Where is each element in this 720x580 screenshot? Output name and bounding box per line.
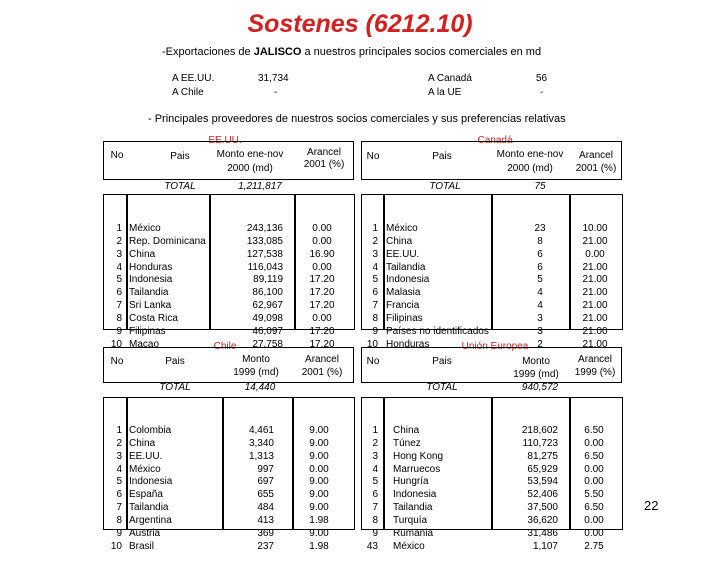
- cell-pais: China: [129, 437, 156, 449]
- header-monto: Monto ene-nov: [496, 149, 564, 160]
- cell-no: 6: [372, 287, 378, 299]
- header-arancel-year: 1999 (%): [574, 367, 616, 378]
- cell-no: 3: [372, 450, 378, 462]
- col-no: [105, 399, 122, 580]
- cell-arancel: 21.00: [582, 287, 608, 299]
- cell-no: 1: [372, 424, 378, 436]
- cell-no: 8: [372, 515, 378, 527]
- total-value: 14,440: [244, 382, 276, 393]
- table-caption: EE.UU.: [208, 135, 242, 146]
- cell-no: 5: [116, 274, 122, 286]
- total-label: TOTAL: [429, 181, 461, 192]
- cell-no: 7: [372, 300, 378, 312]
- cell-pais: España: [129, 489, 163, 501]
- cell-monto: 110,723: [522, 437, 558, 449]
- header-arancel: Arancel: [307, 147, 341, 158]
- cell-no: 8: [116, 515, 122, 527]
- export-ue-label: A la UE: [428, 87, 462, 98]
- header-arancel: Arancel: [578, 354, 612, 365]
- cell-arancel: 0.00: [584, 528, 604, 540]
- table-caption: Chile: [213, 341, 237, 352]
- cell-pais: Malasia: [386, 287, 421, 299]
- cell-arancel: 21.00: [582, 326, 608, 338]
- cell-pais: Filipinas: [129, 326, 166, 338]
- cell-arancel: 10.00: [582, 222, 608, 234]
- cell-pais: Tailandia: [129, 502, 169, 514]
- cell-no: 4: [372, 463, 378, 475]
- cell-monto: 369: [257, 528, 274, 540]
- cell-no: 5: [116, 476, 122, 488]
- total-value: 75: [534, 181, 546, 192]
- cell-monto: 49,098: [252, 313, 283, 325]
- cell-no: 2: [372, 235, 378, 247]
- cell-no: 1: [372, 222, 378, 234]
- cell-arancel: 1.98: [309, 540, 329, 552]
- header-no: No: [110, 150, 124, 161]
- cell-monto: 5: [537, 274, 543, 286]
- total-label: TOTAL: [159, 382, 191, 393]
- cell-arancel: 21.00: [582, 313, 608, 325]
- header-monto-period: 2000 (md): [227, 163, 273, 174]
- cell-pais: Tailandia: [393, 502, 433, 514]
- cell-pais: Sri Lanka: [129, 300, 172, 312]
- cell-pais: Países no identificados: [386, 326, 489, 338]
- cell-no: 1: [116, 424, 122, 436]
- cell-monto: 65,929: [527, 463, 558, 475]
- cell-monto: 53,594: [527, 476, 558, 488]
- cell-arancel: 0.00: [312, 222, 332, 234]
- cell-pais: Honduras: [129, 261, 173, 273]
- total-label: TOTAL: [426, 382, 458, 393]
- cell-monto: 655: [257, 489, 274, 501]
- header-arancel: Arancel: [305, 354, 339, 365]
- cell-pais: México: [386, 222, 418, 234]
- cell-monto: 89,119: [253, 274, 283, 286]
- cell-monto: 86,100: [252, 287, 283, 299]
- cell-no: 3: [116, 248, 122, 260]
- cell-pais: Brasil: [129, 540, 155, 552]
- header-pais: Pais: [170, 151, 190, 162]
- header-pais: Pais: [432, 151, 452, 162]
- cell-no: 4: [116, 261, 122, 273]
- cell-no: 3: [116, 450, 122, 462]
- cell-monto: 413: [257, 515, 274, 527]
- total-value: 940,572: [521, 382, 559, 393]
- cell-pais: EE.UU.: [386, 248, 420, 260]
- total-value: 1,211,817: [238, 181, 282, 192]
- cell-monto: 697: [257, 476, 274, 488]
- cell-no: 6: [116, 489, 122, 501]
- cell-pais: Rep. Dominicana: [129, 235, 206, 247]
- header-no: No: [366, 356, 380, 367]
- cell-arancel: 17.20: [309, 287, 335, 299]
- cell-arancel: 2.75: [584, 540, 604, 552]
- cell-pais: México: [393, 540, 425, 552]
- cell-arancel: 9.00: [309, 489, 329, 501]
- cell-monto: 36,620: [527, 515, 558, 527]
- cell-arancel: 21.00: [582, 274, 608, 286]
- cell-pais: Marruecos: [393, 463, 441, 475]
- subtitle-prefix: -Exportaciones de: [162, 46, 251, 58]
- header-arancel: Arancel: [579, 150, 613, 161]
- cell-arancel: 0.00: [585, 248, 605, 260]
- cell-arancel: 0.00: [584, 476, 604, 488]
- cell-monto: 62,967: [252, 300, 283, 312]
- table-caption: Unión Europea: [461, 341, 529, 352]
- header-arancel-year: 2001 (%): [303, 159, 345, 170]
- cell-no: 5: [372, 476, 378, 488]
- cell-monto: 237: [257, 540, 274, 552]
- cell-monto: 3,340: [248, 437, 274, 449]
- cell-no: 9: [116, 326, 122, 338]
- providers-heading: - Principales proveedores de nuestros socios comerciales y sus preferencias relativas: [148, 113, 566, 125]
- cell-arancel: 17.20: [309, 338, 335, 350]
- cell-monto: 1,107: [532, 540, 558, 552]
- cell-monto: 23: [534, 222, 546, 234]
- cell-pais: China: [129, 248, 156, 260]
- col-pais: [393, 399, 488, 580]
- cell-pais: Macao: [129, 338, 160, 350]
- cell-monto: 4: [537, 287, 543, 299]
- cell-no: 7: [372, 502, 378, 514]
- header-pais: Pais: [432, 356, 452, 367]
- cell-monto: 37,500: [527, 502, 558, 514]
- col-pais: [129, 399, 219, 580]
- cell-no: 5: [372, 274, 378, 286]
- cell-pais: Tailandia: [129, 287, 169, 299]
- cell-monto: 127,538: [246, 248, 283, 260]
- cell-pais: Francia: [386, 300, 420, 312]
- cell-pais: Indonesia: [129, 476, 173, 488]
- cell-no: 9: [372, 326, 378, 338]
- cell-arancel: 17.20: [309, 300, 335, 312]
- cell-arancel: 9.00: [309, 437, 329, 449]
- export-chile-label: A Chile: [172, 87, 204, 98]
- cell-pais: Indonesia: [393, 489, 437, 501]
- cell-no: 2: [372, 437, 378, 449]
- cell-arancel: 0.00: [584, 463, 604, 475]
- cell-monto: 997: [257, 463, 274, 475]
- cell-pais: China: [386, 235, 413, 247]
- header-monto: Monto: [242, 354, 270, 365]
- cell-no: 4: [372, 261, 378, 273]
- cell-pais: Honduras: [386, 338, 430, 350]
- cell-arancel: 9.00: [309, 528, 329, 540]
- cell-monto: 3: [537, 326, 543, 338]
- cell-monto: 218,602: [521, 424, 558, 436]
- header-pais: Pais: [165, 356, 185, 367]
- cell-pais: Indonesia: [129, 274, 173, 286]
- cell-no: 8: [372, 313, 378, 325]
- page-number: 22: [644, 498, 659, 513]
- header-arancel-year: 2001 (%): [575, 163, 617, 174]
- cell-pais: Colombia: [129, 424, 172, 436]
- cell-arancel: 21.00: [582, 261, 608, 273]
- cell-pais: Tailandia: [386, 261, 426, 273]
- cell-arancel: 21.00: [582, 300, 608, 312]
- cell-pais: México: [129, 463, 161, 475]
- cell-monto: 243,136: [246, 222, 283, 234]
- header-arancel-year: 2001 (%): [301, 367, 343, 378]
- col-arancel: [294, 399, 344, 580]
- header-no: No: [110, 356, 124, 367]
- col-arancel: [571, 399, 617, 580]
- cell-no: 2: [116, 235, 122, 247]
- cell-arancel: 9.00: [309, 424, 329, 436]
- header-monto: Monto ene-nov: [216, 149, 284, 160]
- cell-no: 3: [372, 248, 378, 260]
- cell-monto: 4: [537, 300, 543, 312]
- header-monto-period: 1999 (md): [513, 369, 559, 380]
- cell-pais: Austria: [129, 528, 161, 540]
- cell-pais: Costa Rica: [129, 313, 178, 325]
- cell-no: 10: [110, 338, 122, 350]
- cell-arancel: 6.50: [584, 424, 604, 436]
- cell-pais: Hong Kong: [393, 450, 444, 462]
- exports-subtitle: [162, 46, 541, 58]
- total-label: TOTAL: [164, 181, 196, 192]
- cell-arancel: 9.00: [309, 476, 329, 488]
- header-monto-period: 1999 (md): [233, 367, 279, 378]
- cell-arancel: 9.00: [309, 450, 329, 462]
- cell-monto: 8: [537, 235, 543, 247]
- cell-no: 7: [116, 502, 122, 514]
- cell-no: 9: [116, 528, 122, 540]
- cell-pais: Turquía: [393, 515, 428, 527]
- export-canada-value: 56: [536, 73, 548, 84]
- cell-monto: 6: [537, 248, 543, 260]
- cell-monto: 1,313: [248, 450, 274, 462]
- table-caption: Canadá: [477, 135, 513, 146]
- cell-monto: 6: [537, 261, 543, 273]
- col-monto: [224, 399, 274, 580]
- cell-monto: 46,097: [252, 326, 283, 338]
- cell-pais: Hungría: [393, 476, 429, 488]
- cell-monto: 133,085: [246, 235, 283, 247]
- cell-no: 10: [110, 540, 122, 552]
- cell-pais: Túnez: [393, 437, 421, 449]
- cell-monto: 52,406: [527, 489, 558, 501]
- cell-arancel: 17.20: [309, 274, 335, 286]
- cell-monto: 4,461: [248, 424, 274, 436]
- cell-no: 9: [372, 528, 378, 540]
- cell-no: 2: [116, 437, 122, 449]
- cell-arancel: 17.20: [309, 326, 335, 338]
- cell-arancel: 0.00: [309, 463, 329, 475]
- cell-arancel: 21.00: [582, 338, 608, 350]
- cell-no: 4: [116, 463, 122, 475]
- cell-pais: EE.UU.: [129, 450, 163, 462]
- cell-no: 6: [116, 287, 122, 299]
- cell-pais: Rumania: [393, 528, 434, 540]
- header-monto-period: 2000 (md): [507, 163, 553, 174]
- export-eeuu-value: 31,734: [258, 73, 289, 84]
- cell-monto: 31,486: [527, 528, 558, 540]
- cell-pais: China: [393, 424, 420, 436]
- export-ue-value: -: [540, 87, 544, 98]
- cell-arancel: 21.00: [582, 235, 608, 247]
- cell-monto: 3: [537, 313, 543, 325]
- cell-monto: 484: [257, 502, 274, 514]
- export-chile-value: -: [274, 87, 278, 98]
- subtitle-suffix: a nuestros principales socios comerciales en md: [304, 46, 542, 58]
- cell-arancel: 16.90: [309, 248, 335, 260]
- col-no: [362, 399, 378, 580]
- cell-arancel: 0.00: [584, 437, 604, 449]
- cell-arancel: 0.00: [312, 313, 332, 325]
- header-monto: Monto: [522, 356, 550, 367]
- cell-no: 43: [366, 540, 378, 552]
- cell-pais: México: [129, 222, 161, 234]
- cell-arancel: 5.50: [584, 489, 604, 501]
- cell-arancel: 0.00: [584, 515, 604, 527]
- cell-no: 1: [116, 222, 122, 234]
- cell-monto: 116,043: [247, 261, 283, 273]
- subtitle-state: JALISCO: [253, 46, 302, 58]
- page-title: Sostenes (6212.10): [247, 10, 473, 38]
- cell-arancel: 1.98: [309, 515, 329, 527]
- header-no: No: [366, 151, 380, 162]
- export-eeuu-label: A EE.UU.: [172, 73, 215, 84]
- cell-pais: Filipinas: [386, 313, 423, 325]
- cell-arancel: 6.50: [584, 502, 604, 514]
- cell-no: 10: [366, 338, 378, 350]
- cell-arancel: 0.00: [312, 235, 332, 247]
- cell-arancel: 6.50: [584, 450, 604, 462]
- export-canada-label: A Canadá: [428, 73, 472, 84]
- cell-pais: Indonesia: [386, 274, 430, 286]
- col-monto: [494, 399, 558, 580]
- cell-monto: 81,275: [527, 450, 558, 462]
- cell-arancel: 0.00: [312, 261, 332, 273]
- cell-no: 8: [116, 313, 122, 325]
- cell-pais: Argentina: [129, 515, 172, 527]
- cell-arancel: 9.00: [309, 502, 329, 514]
- cell-no: 6: [372, 489, 378, 501]
- cell-monto: 2: [537, 338, 543, 350]
- cell-monto: 27,758: [252, 338, 283, 350]
- cell-no: 7: [116, 300, 122, 312]
